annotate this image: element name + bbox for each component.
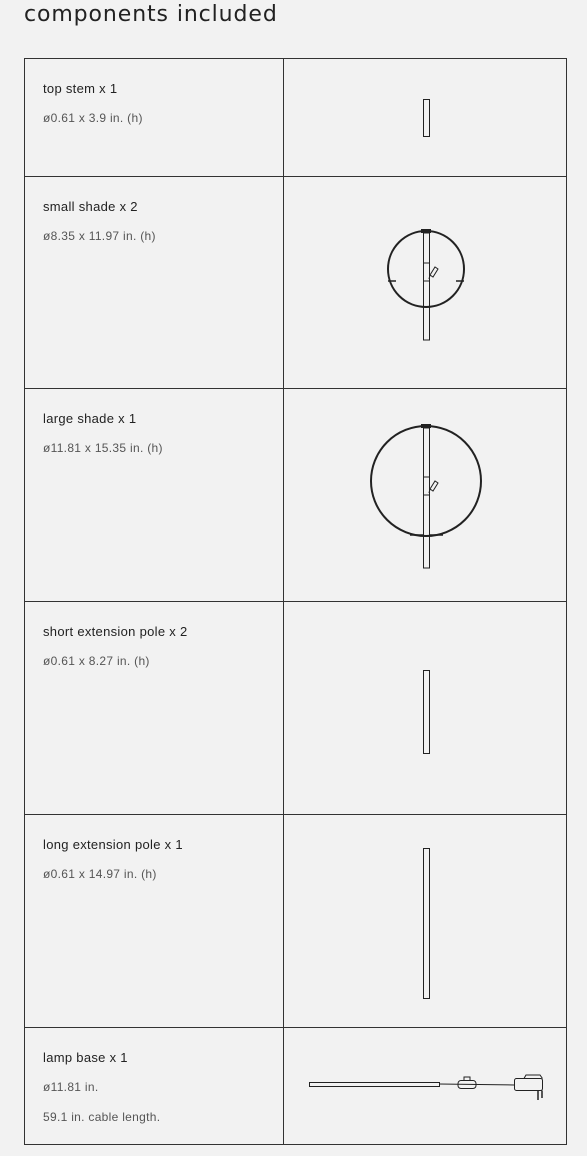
component-image-cell	[284, 602, 566, 814]
long-pole-drawing	[284, 815, 566, 1028]
component-text-cell	[25, 815, 284, 1027]
component-image-cell	[284, 59, 566, 177]
component-text-cell	[25, 389, 284, 601]
component-text-cell	[25, 1028, 284, 1144]
component-text-cell	[25, 177, 284, 389]
component-image-cell	[284, 815, 566, 1027]
component-spec: ø11.81 in.	[43, 1080, 99, 1094]
component-spec: ø8.35 x 11.97 in. (h)	[43, 229, 156, 243]
lamp-base-drawing	[284, 1028, 566, 1145]
component-name: top stem x 1	[43, 81, 118, 96]
components-table	[24, 58, 567, 1145]
component-image-cell	[284, 177, 566, 389]
component-spec: 59.1 in. cable length.	[43, 1110, 161, 1124]
table-row	[25, 59, 566, 177]
short-pole-drawing	[284, 602, 566, 815]
component-name: long extension pole x 1	[43, 837, 183, 852]
small-shade-drawing	[284, 177, 566, 390]
component-text-cell	[25, 59, 284, 177]
page-title: components included	[24, 2, 278, 27]
top-stem-drawing	[284, 59, 566, 177]
component-spec: ø0.61 x 3.9 in. (h)	[43, 111, 143, 125]
table-row	[25, 1027, 566, 1144]
component-image-cell	[284, 1028, 566, 1144]
component-name: small shade x 2	[43, 199, 138, 214]
table-row	[25, 814, 566, 1027]
table-row	[25, 388, 566, 601]
component-text-cell	[25, 602, 284, 814]
component-name: large shade x 1	[43, 411, 137, 426]
component-image-cell	[284, 389, 566, 601]
component-name: short extension pole x 2	[43, 624, 188, 639]
component-spec: ø11.81 x 15.35 in. (h)	[43, 441, 163, 455]
large-shade-drawing	[284, 389, 566, 602]
component-spec: ø0.61 x 14.97 in. (h)	[43, 867, 157, 881]
table-row	[25, 176, 566, 389]
component-spec: ø0.61 x 8.27 in. (h)	[43, 654, 150, 668]
table-row	[25, 601, 566, 814]
component-name: lamp base x 1	[43, 1050, 128, 1065]
